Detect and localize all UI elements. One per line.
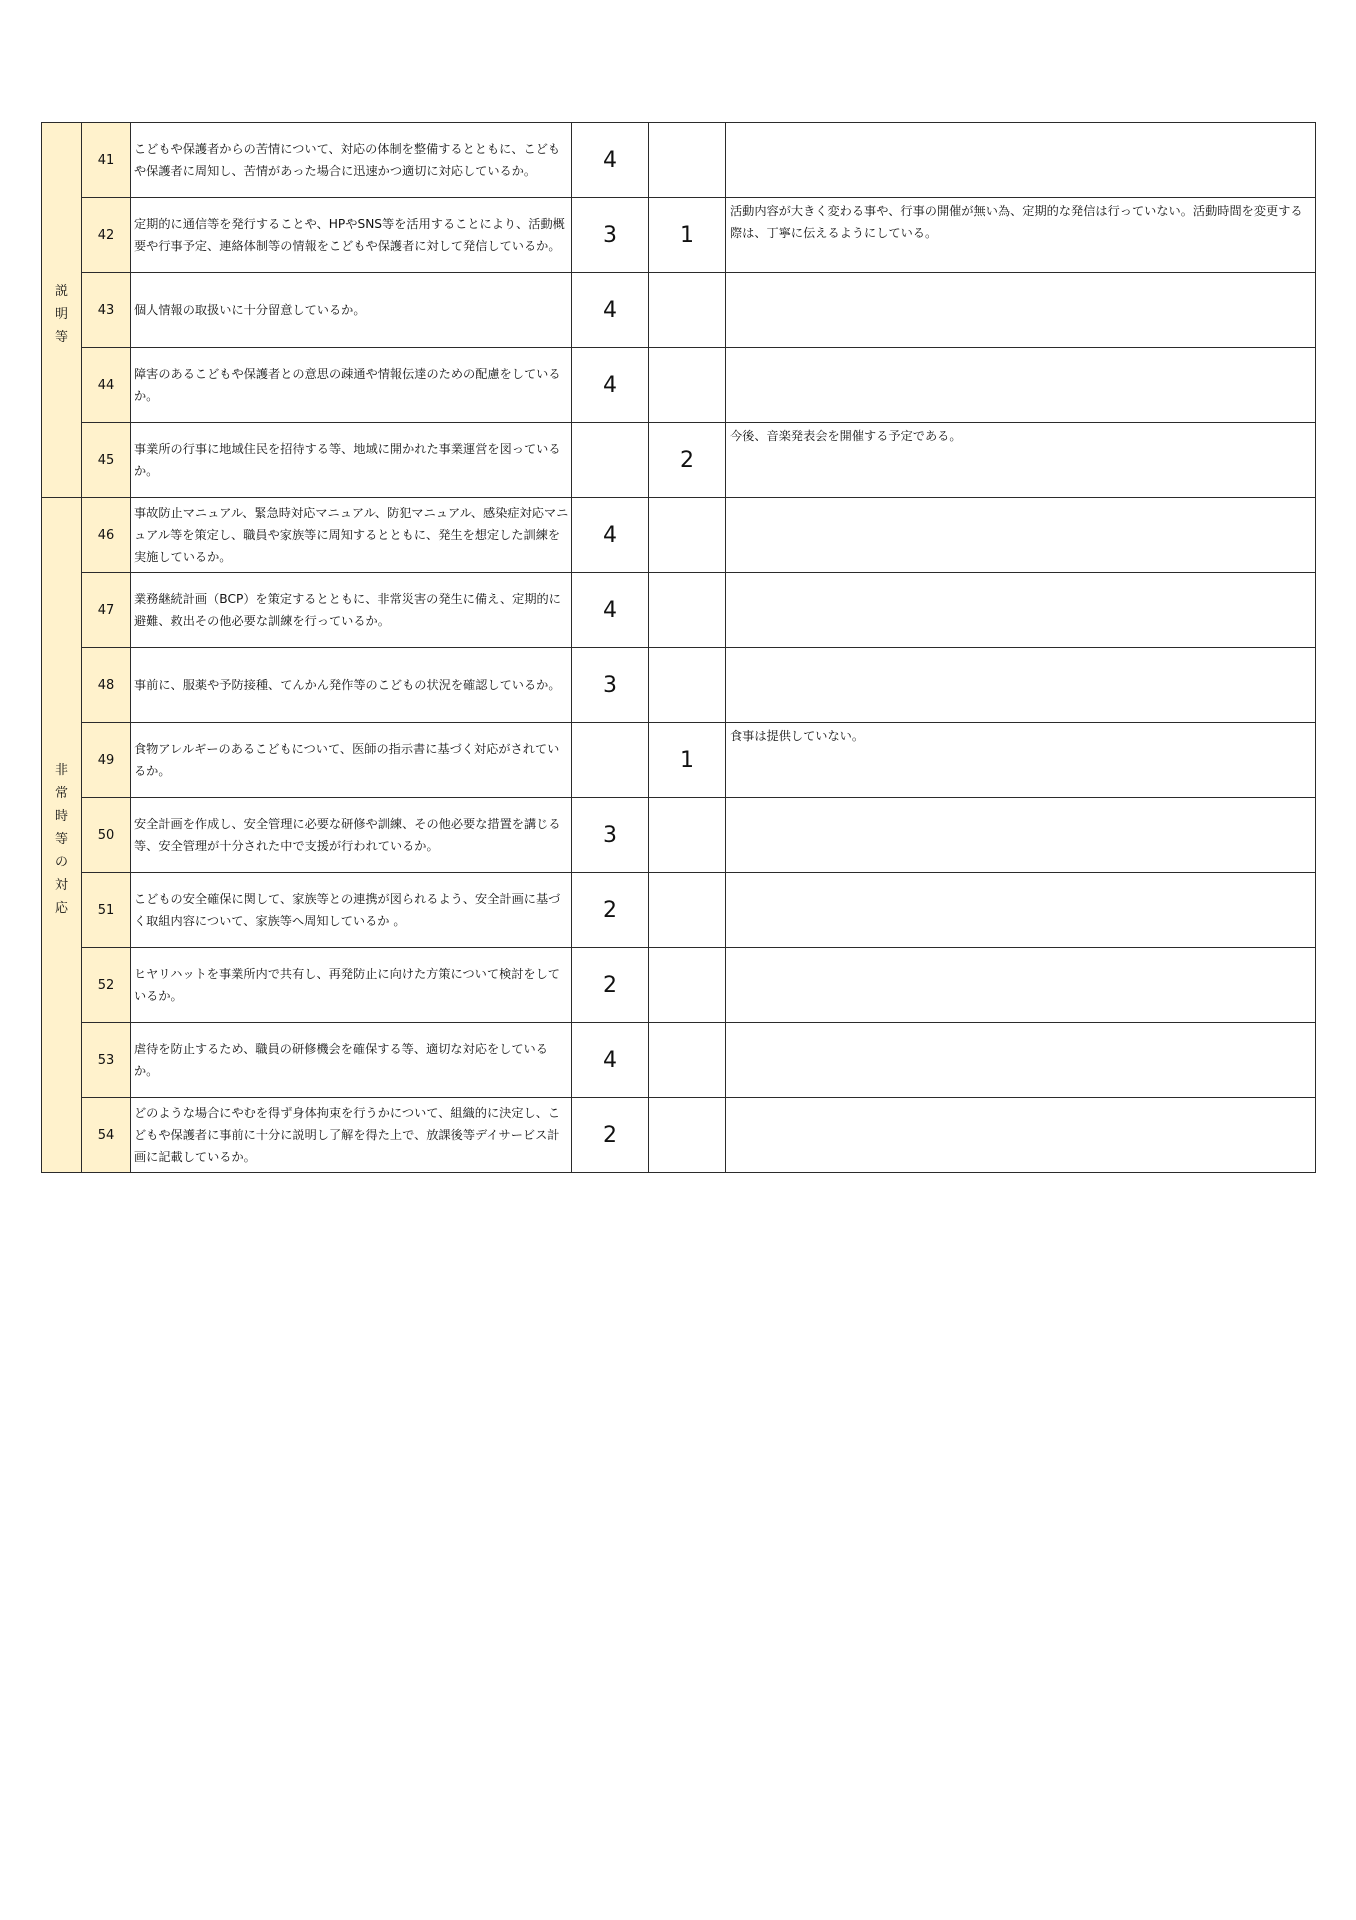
item-number-cell — [82, 198, 131, 273]
section-label: 非 常 時 等 の 対 応 — [54, 762, 68, 916]
item-number-cell — [82, 348, 131, 423]
question-text-cell — [131, 198, 572, 273]
yes-count-cell — [572, 348, 649, 423]
no-count: 1 — [680, 222, 694, 248]
question-text-cell — [131, 123, 572, 198]
table-row — [42, 273, 1316, 348]
question-text: こどもの安全確保に関して、家族等との連携が図られるよう、安全計画に基づく取組内容について、家族等へ周知しているか 。 — [134, 892, 561, 928]
no-count-cell — [649, 1023, 726, 1098]
item-number: 48 — [97, 677, 115, 693]
yes-count-cell — [572, 873, 649, 948]
yes-count: 4 — [603, 372, 617, 398]
remarks-text: 活動内容が大きく変わる事や、行事の開催が無い為、定期的な発信は行っていない。活動時間を変更する際は、丁寧に伝えるようにしている。 — [730, 204, 1303, 240]
table-row — [42, 873, 1316, 948]
table-row — [42, 798, 1316, 873]
no-count: 2 — [680, 447, 694, 473]
question-text-cell — [131, 1023, 572, 1098]
yes-count: 3 — [603, 822, 617, 848]
table-row — [42, 498, 1316, 573]
yes-count: 2 — [603, 1122, 617, 1148]
table-row — [42, 1098, 1316, 1173]
question-text: ヒヤリハットを事業所内で共有し、再発防止に向けた方策について検討をしているか。 — [134, 967, 560, 1003]
question-text-cell — [131, 873, 572, 948]
section-label-cell — [42, 123, 82, 498]
question-text: こどもや保護者からの苦情について、対応の体制を整備するとともに、こどもや保護者に周知し、苦情があった場合に迅速かつ適切に対応しているか。 — [134, 142, 561, 178]
item-number: 51 — [97, 902, 115, 918]
table-row — [42, 573, 1316, 648]
remarks-text: 食事は提供していない。 — [730, 729, 865, 743]
item-number: 54 — [97, 1127, 115, 1143]
no-count-cell — [649, 573, 726, 648]
item-number: 46 — [97, 527, 115, 543]
no-count-cell — [649, 123, 726, 198]
no-count: 1 — [680, 747, 694, 773]
item-number-cell — [82, 723, 131, 798]
item-number: 52 — [97, 977, 115, 993]
no-count-cell — [649, 498, 726, 573]
yes-count-cell — [572, 1023, 649, 1098]
item-number-cell — [82, 498, 131, 573]
item-number-cell — [82, 1023, 131, 1098]
question-text-cell — [131, 273, 572, 348]
remarks-text-cell — [726, 948, 1316, 1023]
question-text-cell — [131, 1098, 572, 1173]
question-text-cell — [131, 573, 572, 648]
yes-count: 2 — [603, 972, 617, 998]
item-number-cell — [82, 948, 131, 1023]
table-row — [42, 423, 1316, 498]
yes-count-cell — [572, 123, 649, 198]
remarks-text-cell — [726, 273, 1316, 348]
remarks-text-cell — [726, 873, 1316, 948]
no-count-cell — [649, 873, 726, 948]
question-text-cell — [131, 498, 572, 573]
remarks-text-cell — [726, 498, 1316, 573]
remarks-text-cell — [726, 1023, 1316, 1098]
yes-count: 3 — [603, 222, 617, 248]
yes-count-cell — [572, 1098, 649, 1173]
yes-count-cell — [572, 648, 649, 723]
yes-count: 4 — [603, 522, 617, 548]
yes-count-cell — [572, 273, 649, 348]
no-count-cell — [649, 723, 726, 798]
item-number: 41 — [97, 152, 115, 168]
item-number: 53 — [97, 1052, 115, 1068]
evaluation-table — [41, 122, 1316, 1173]
remarks-text-cell — [726, 123, 1316, 198]
item-number-cell — [82, 573, 131, 648]
yes-count: 4 — [603, 1047, 617, 1073]
no-count-cell — [649, 273, 726, 348]
remarks-text-cell — [726, 348, 1316, 423]
yes-count-cell — [572, 423, 649, 498]
yes-count: 4 — [603, 147, 617, 173]
no-count-cell — [649, 948, 726, 1023]
item-number-cell — [82, 423, 131, 498]
question-text: 事故防止マニュアル、緊急時対応マニュアル、防犯マニュアル、感染症対応マニュアル等を策定し、職員や家族等に周知するとともに、発生を想定した訓練を実施しているか。 — [134, 506, 569, 564]
no-count-cell — [649, 423, 726, 498]
question-text-cell — [131, 423, 572, 498]
question-text-cell — [131, 948, 572, 1023]
question-text: 定期的に通信等を発行することや、HPやSNS等を活用することにより、活動概要や行事予定、連絡体制等の情報をこどもや保護者に対して発信しているか。 — [134, 217, 565, 253]
question-text-cell — [131, 648, 572, 723]
question-text-cell — [131, 348, 572, 423]
table-row — [42, 198, 1316, 273]
item-number: 45 — [97, 452, 115, 468]
question-text: 虐待を防止するため、職員の研修機会を確保する等、適切な対応をしているか。 — [134, 1042, 548, 1078]
section-label: 説 明 等 — [54, 283, 68, 345]
item-number-cell — [82, 873, 131, 948]
remarks-text-cell — [726, 723, 1316, 798]
question-text: 業務継続計画（BCP）を策定するとともに、非常災害の発生に備え、定期的に避難、救出その他必要な訓練を行っているか。 — [134, 592, 561, 628]
item-number: 47 — [97, 602, 115, 618]
yes-count: 2 — [603, 897, 617, 923]
no-count-cell — [649, 198, 726, 273]
question-text: 食物アレルギーのあるこどもについて、医師の指示書に基づく対応がされているか。 — [134, 742, 560, 778]
question-text: 障害のあるこどもや保護者との意思の疎通や情報伝達のための配慮をしているか。 — [134, 367, 561, 403]
remarks-text: 今後、音楽発表会を開催する予定である。 — [730, 429, 962, 443]
item-number: 42 — [97, 227, 115, 243]
question-text: 安全計画を作成し、安全管理に必要な研修や訓練、その他必要な措置を講じる等、安全管理が十分された中で支援が行われているか。 — [134, 817, 561, 853]
remarks-text-cell — [726, 798, 1316, 873]
table-body — [42, 123, 1316, 1173]
remarks-text-cell — [726, 648, 1316, 723]
remarks-text-cell — [726, 1098, 1316, 1173]
item-number: 43 — [97, 302, 115, 318]
yes-count-cell — [572, 948, 649, 1023]
table-row — [42, 123, 1316, 198]
table-row — [42, 348, 1316, 423]
question-text: どのような場合にやむを得ず身体拘束を行うかについて、組織的に決定し、こどもや保護者に事前に十分に説明し了解を得た上で、放課後等デイサービス計画に記載しているか。 — [134, 1106, 561, 1164]
no-count-cell — [649, 1098, 726, 1173]
item-number-cell — [82, 273, 131, 348]
item-number-cell — [82, 1098, 131, 1173]
no-count-cell — [649, 798, 726, 873]
yes-count: 4 — [603, 297, 617, 323]
yes-count-cell — [572, 723, 649, 798]
item-number-cell — [82, 123, 131, 198]
question-text: 事前に、服薬や予防接種、てんかん発作等のこどもの状況を確認しているか。 — [134, 678, 561, 692]
remarks-text-cell — [726, 423, 1316, 498]
question-text-cell — [131, 723, 572, 798]
remarks-text-cell — [726, 573, 1316, 648]
item-number: 44 — [97, 377, 115, 393]
yes-count: 4 — [603, 597, 617, 623]
table-row — [42, 948, 1316, 1023]
item-number: 49 — [97, 752, 115, 768]
table-row — [42, 1023, 1316, 1098]
item-number-cell — [82, 648, 131, 723]
item-number: 50 — [97, 827, 115, 843]
question-text: 個人情報の取扱いに十分留意しているか。 — [134, 303, 366, 317]
table-row — [42, 723, 1316, 798]
question-text: 事業所の行事に地域住民を招待する等、地域に開かれた事業運営を図っているか。 — [134, 442, 561, 478]
no-count-cell — [649, 348, 726, 423]
table-row — [42, 648, 1316, 723]
question-text-cell — [131, 798, 572, 873]
yes-count-cell — [572, 798, 649, 873]
no-count-cell — [649, 648, 726, 723]
yes-count-cell — [572, 573, 649, 648]
section-label-cell — [42, 498, 82, 1173]
remarks-text-cell — [726, 198, 1316, 273]
yes-count-cell — [572, 498, 649, 573]
yes-count: 3 — [603, 672, 617, 698]
yes-count-cell — [572, 198, 649, 273]
item-number-cell — [82, 798, 131, 873]
